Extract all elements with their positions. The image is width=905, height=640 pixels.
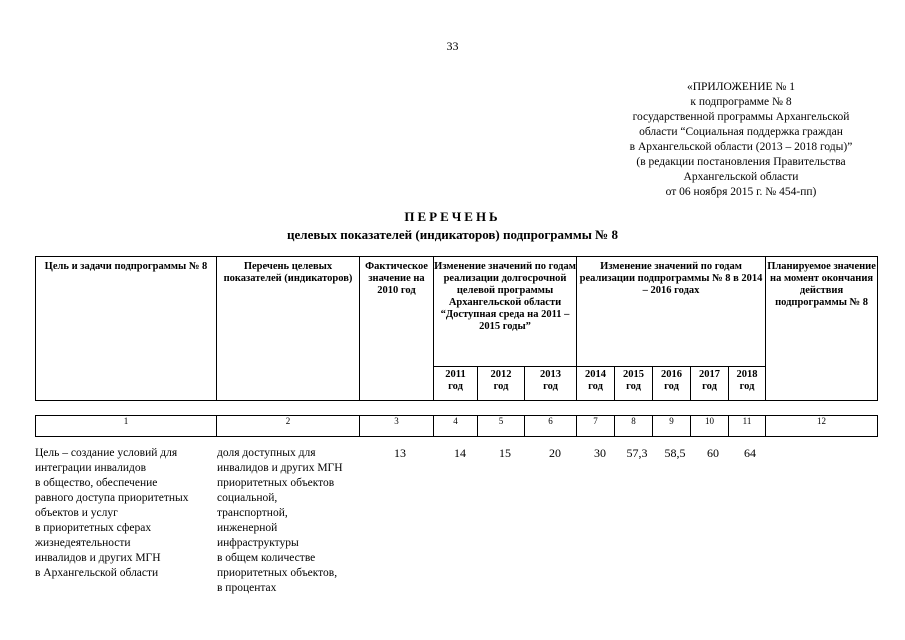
value-2014: 30 <box>594 446 606 460</box>
appendix-line: (в редакции постановления Правительства <box>636 156 846 168</box>
header-year-2011: 2011 год <box>434 367 478 401</box>
document-subtitle: целевых показателей (индикаторов) подпрограммы № 8 <box>287 227 618 242</box>
header-year-2014: 2014 год <box>577 367 615 401</box>
value-2012: 15 <box>499 446 511 460</box>
column-number-row <box>35 415 878 437</box>
appendix-block <box>566 80 905 200</box>
row-goal-text: Цель – создание условий для интеграции инвалидов в общество, обеспечение равного доступа приоритетных объектов и услуг в приоритетных сферах жизнедеятельности инвалидов и других МГН в Архангельской области <box>35 447 189 579</box>
appendix-line: от 06 ноября 2015 г. № 454-пп) <box>665 186 817 198</box>
column-number: 7 <box>577 416 615 437</box>
value-2013: 20 <box>549 446 561 460</box>
value-2015: 57,3 <box>626 446 648 460</box>
column-number: 1 <box>36 416 217 437</box>
header-year-2012: 2012 год <box>478 367 525 401</box>
column-number: 4 <box>434 416 478 437</box>
value-2016: 58,5 <box>664 446 686 460</box>
column-number: 3 <box>360 416 434 437</box>
header-table <box>35 256 878 401</box>
header-planned-value: Планируемое значение на момент окончания действия подпрограммы № 8 <box>766 257 878 401</box>
column-number: 9 <box>653 416 691 437</box>
appendix-line: области “Социальная поддержка граждан <box>639 126 843 138</box>
document-title: ПЕРЕЧЕНЬ <box>404 209 501 224</box>
header-change-long-program: Изменение значений по годам реализации долгосрочной целевой программы Архангельской области “Доступная среда на 2011 – 2015 годы” <box>434 257 577 367</box>
header-goal: Цель и задачи подпрограммы № 8 <box>36 257 217 401</box>
column-number: 10 <box>691 416 729 437</box>
appendix-line: Архангельской области <box>683 171 799 183</box>
column-number: 12 <box>766 416 878 437</box>
column-number: 2 <box>217 416 360 437</box>
page-number: 33 <box>446 39 459 53</box>
header-year-2013: 2013 год <box>525 367 577 401</box>
header-year-2016: 2016 год <box>653 367 691 401</box>
header-change-subprogram: Изменение значений по годам реализации подпрограммы № 8 в 2014 – 2016 годах <box>577 257 766 367</box>
column-number: 6 <box>525 416 577 437</box>
header-actual-2010: Фактическое значение на 2010 год <box>360 257 434 401</box>
appendix-line: «ПРИЛОЖЕНИЕ № 1 <box>686 81 795 93</box>
value-2011: 14 <box>454 446 466 460</box>
value-2010: 13 <box>394 446 406 460</box>
row-indicator-text: доля доступных для инвалидов и других МГН приоритетных объектов социальной, транспортной, инженерной инфраструктуры в общем количестве приоритетных объектов, в процентах <box>217 447 343 594</box>
appendix-line: в Архангельской области (2013 – 2018 годы)” <box>629 141 853 153</box>
header-year-2018: 2018 год <box>729 367 766 401</box>
header-year-2017: 2017 год <box>691 367 729 401</box>
column-number: 5 <box>478 416 525 437</box>
column-number: 8 <box>615 416 653 437</box>
header-indicators: Перечень целевых показателей (индикаторов) <box>217 257 360 401</box>
column-number: 11 <box>729 416 766 437</box>
header-year-2015: 2015 год <box>615 367 653 401</box>
value-2017: 60 <box>707 446 719 460</box>
value-2018: 64 <box>744 446 756 460</box>
appendix-line: государственной программы Архангельской <box>632 111 850 123</box>
appendix-line: к подпрограмме № 8 <box>690 96 792 108</box>
